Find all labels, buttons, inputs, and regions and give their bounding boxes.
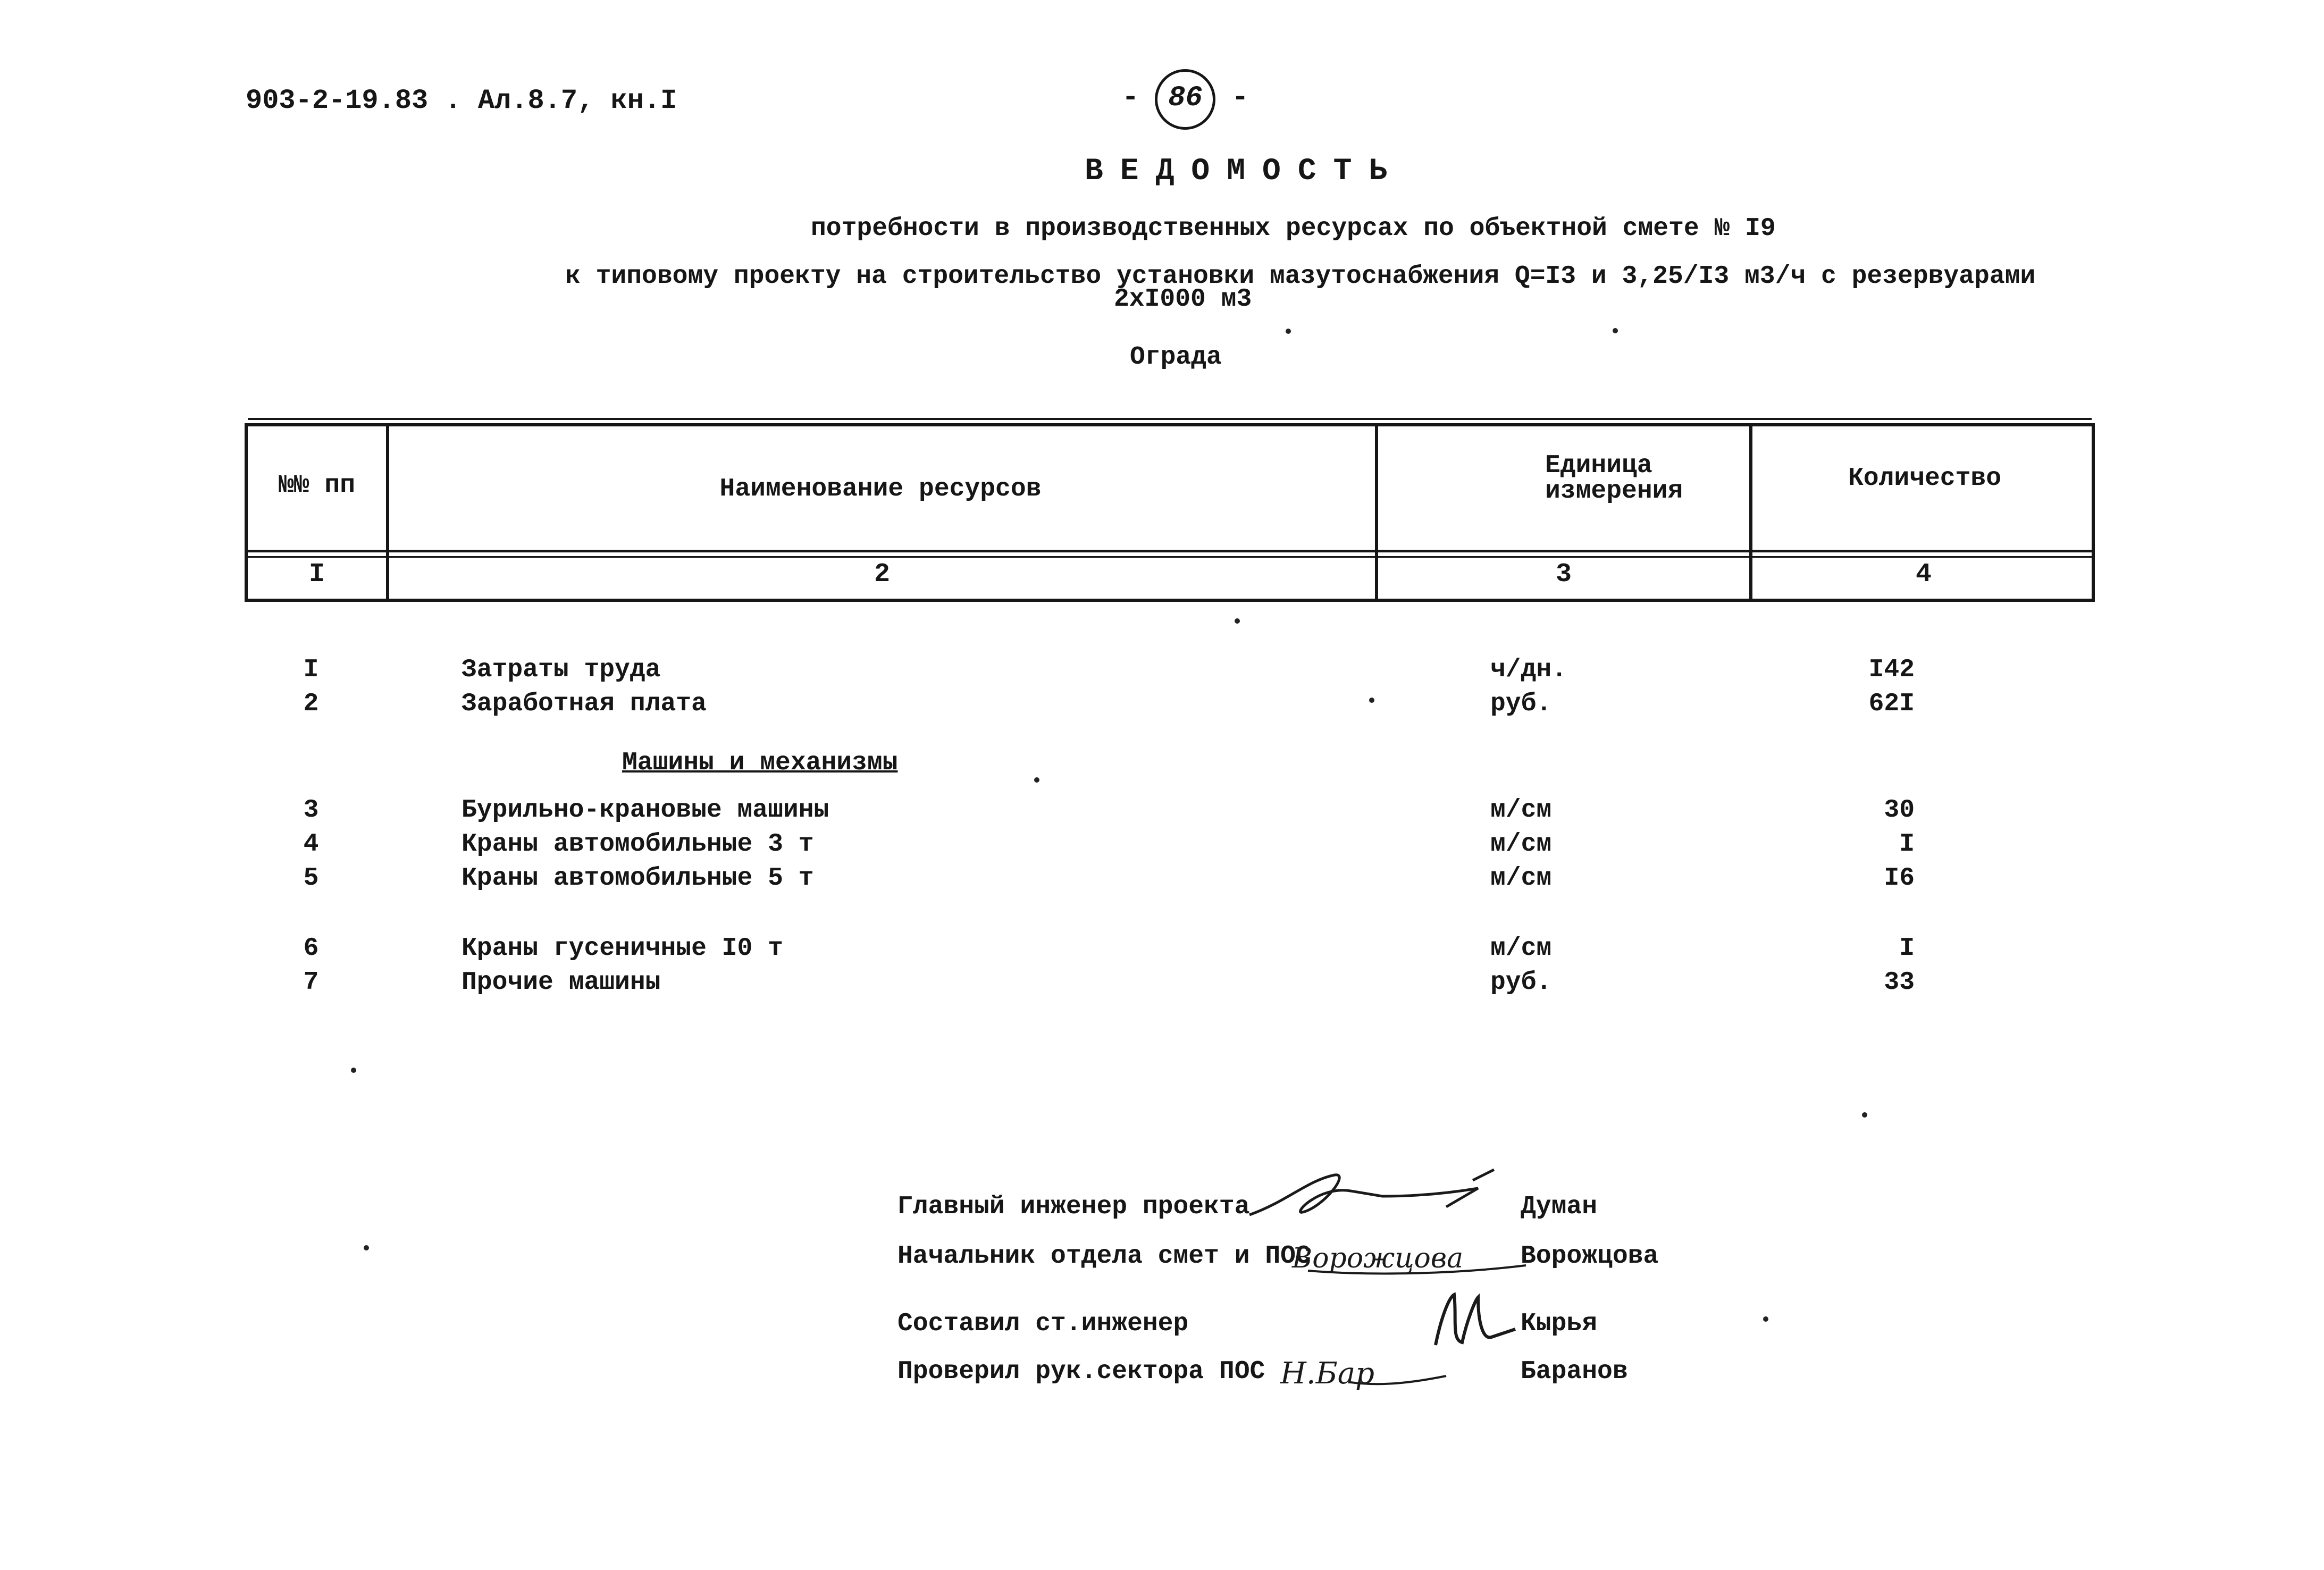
document-reference: 903-2-19.83 . Ал.8.7, кн.I bbox=[246, 85, 677, 116]
row-number: I bbox=[303, 656, 319, 684]
col-header-unit: Единица измерения bbox=[1545, 451, 1683, 506]
checked-by-handwriting: Н.Бар bbox=[1280, 1356, 1375, 1391]
col-number-3: 3 bbox=[1555, 559, 1572, 590]
row-resource-name: Затраты труда bbox=[462, 656, 661, 684]
row-resource-name: Бурильно-крановые машины bbox=[462, 796, 829, 825]
col-number-4: 4 bbox=[1915, 559, 1932, 590]
scan-speck bbox=[1235, 618, 1240, 624]
table-row bbox=[0, 968, 2324, 1000]
row-number: 4 bbox=[303, 830, 319, 859]
row-unit: м/см bbox=[1490, 864, 1552, 893]
row-quantity: I42 bbox=[1868, 656, 1915, 684]
table-row bbox=[0, 656, 2324, 687]
row-unit: м/см bbox=[1490, 796, 1552, 825]
scan-speck bbox=[1286, 329, 1291, 334]
scan-speck bbox=[1763, 1316, 1768, 1322]
row-quantity: 62I bbox=[1868, 690, 1915, 718]
col-header-number: №№ пп bbox=[278, 471, 356, 500]
subtitle-line-1: потребности в производственных ресурсах по объектной смете № I9 bbox=[811, 214, 1776, 243]
table-row bbox=[0, 690, 2324, 721]
dept-head-signature bbox=[1287, 1232, 1537, 1291]
row-quantity: 33 bbox=[1884, 968, 1915, 997]
group-title-machines: Машины и механизмы bbox=[622, 749, 898, 777]
row-unit: руб. bbox=[1490, 690, 1552, 718]
row-unit: ч/дн. bbox=[1490, 656, 1567, 684]
resource-table-header bbox=[245, 423, 2095, 602]
subtitle-line-2: к типовому проекту на строительство установки мазутоснабжения Q=I3 и 3,25/I3 м3/ч с резервуарами bbox=[565, 262, 2036, 291]
table-row bbox=[0, 830, 2324, 862]
row-resource-name: Краны гусеничные I0 т bbox=[462, 934, 783, 963]
checked-by-label: Проверил рук.сектора ПОС bbox=[897, 1357, 1265, 1386]
col-number-1: I bbox=[308, 559, 325, 590]
chief-engineer-name: Думан bbox=[1521, 1193, 1598, 1221]
scan-speck bbox=[1613, 328, 1618, 333]
row-number: 6 bbox=[303, 934, 319, 963]
compiled-by-label: Составил ст.инженер bbox=[897, 1309, 1189, 1338]
header-divider-double bbox=[248, 556, 2092, 558]
table-top-rule bbox=[248, 418, 2092, 420]
row-quantity: 30 bbox=[1884, 796, 1915, 825]
subtitle-line-3: 2хI000 м3 bbox=[1114, 285, 1252, 314]
row-number: 7 bbox=[303, 968, 319, 997]
row-quantity: I bbox=[1899, 934, 1915, 963]
chief-engineer-signature bbox=[1244, 1164, 1521, 1228]
document-title: ВЕДОМОСТЬ bbox=[1085, 154, 1405, 189]
header-divider bbox=[248, 550, 2092, 552]
table-row bbox=[0, 864, 2324, 896]
scan-speck bbox=[1369, 698, 1374, 703]
row-resource-name: Краны автомобильные 5 т bbox=[462, 864, 814, 893]
dept-head-name: Ворожцова bbox=[1521, 1242, 1659, 1271]
dept-head-label: Начальник отдела смет и ПОС bbox=[897, 1242, 1311, 1271]
row-number: 5 bbox=[303, 864, 319, 893]
row-resource-name: Прочие машины bbox=[462, 968, 661, 997]
col-header-name: Наименование ресурсов bbox=[719, 475, 1042, 503]
row-resource-name: Заработная плата bbox=[462, 690, 707, 718]
checked-by-signature bbox=[1276, 1345, 1457, 1404]
row-unit: руб. bbox=[1490, 968, 1552, 997]
scan-speck bbox=[364, 1245, 369, 1250]
scan-speck bbox=[1034, 777, 1039, 783]
row-unit: м/см bbox=[1490, 830, 1552, 859]
scan-speck bbox=[351, 1068, 356, 1073]
page-number: - 86 - bbox=[1122, 69, 1249, 130]
row-unit: м/см bbox=[1490, 934, 1552, 963]
dept-head-handwriting: Ворожцова bbox=[1292, 1242, 1464, 1274]
scan-speck bbox=[1862, 1112, 1867, 1118]
row-resource-name: Краны автомобильные 3 т bbox=[462, 830, 814, 859]
table-row bbox=[0, 934, 2324, 966]
compiled-by-name: Кырья bbox=[1521, 1309, 1598, 1338]
col-number-2: 2 bbox=[874, 559, 890, 590]
row-quantity: I bbox=[1899, 830, 1915, 859]
section-title: Ограда bbox=[1130, 343, 1222, 372]
col-header-quantity: Количество bbox=[1848, 464, 2002, 493]
row-number: 2 bbox=[303, 690, 319, 718]
checked-by-name: Баранов bbox=[1521, 1357, 1628, 1386]
page-number-circle: 86 bbox=[1155, 69, 1215, 130]
row-quantity: I6 bbox=[1884, 864, 1915, 893]
row-number: 3 bbox=[303, 796, 319, 825]
table-row bbox=[0, 796, 2324, 828]
chief-engineer-label: Главный инженер проекта bbox=[897, 1193, 1250, 1221]
